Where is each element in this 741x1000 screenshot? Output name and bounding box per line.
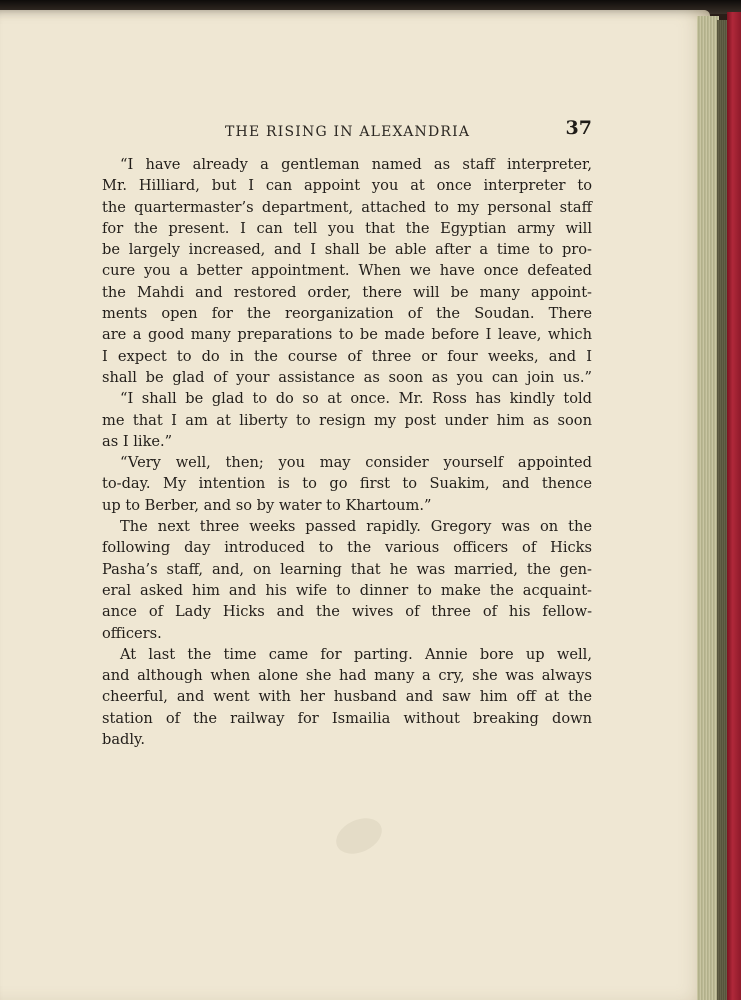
text-line: the Mahdi and restored order, there will be many appoint- [102, 283, 592, 301]
text-line: ments open for the reorganization of the Soudan. There [102, 305, 592, 323]
text-line: are a good many preparations to be made before I leave, which [102, 326, 592, 344]
text-line: “I have already a gentleman named as staff interpreter, [120, 156, 592, 173]
text-line: for the present. I can tell you that the Egyptian army will [102, 219, 592, 237]
text-line: I expect to do in the course of three or four weeks, and I [102, 347, 592, 365]
text-line: officers. [102, 624, 162, 642]
text-line: “Very well, then; you may consider yourself appointed [120, 454, 592, 472]
running-head: THE RISING IN ALEXANDRIA [225, 124, 471, 140]
book-page [0, 10, 710, 1000]
text-line: up to Berber, and so by water to Khartoum.” [102, 496, 432, 514]
text-line: as I like.” [102, 432, 173, 450]
text-line: cheerful, and went with her husband and saw him off at the [102, 688, 592, 706]
text-line: to-day. My intention is to go first to Suakim, and thence [102, 475, 592, 493]
text-line: eral asked him and his wife to dinner to make the acquaint- [102, 581, 592, 599]
text-line: me that I am at liberty to resign my post under him as soon [102, 411, 592, 429]
text-line: Mr. Hilliard, but I can appoint you at once interpreter to [102, 177, 592, 195]
text-line: ance of Lady Hicks and the wives of three of his fellow- [102, 603, 592, 621]
text-line: cure you a better appointment. When we have once defeated [102, 262, 592, 280]
page-header [102, 115, 592, 141]
text-line: shall be glad of your assistance as soon as you can join us.” [102, 368, 592, 386]
text-line: the quartermaster’s department, attached to my personal staff [102, 198, 592, 216]
text-line: station of the railway for Ismailia without breaking down [102, 709, 592, 727]
book-cover-edge [727, 12, 741, 1000]
text-line: badly. [102, 731, 145, 749]
page-edges-shadow [717, 20, 727, 1000]
body-text [102, 154, 592, 750]
text-line: “I shall be glad to do so at once. Mr. Ross has kindly told [120, 390, 592, 408]
page-smudge [330, 811, 387, 860]
text-line: and although when alone she had many a cry, she was always [102, 667, 592, 685]
text-line: following day introduced to the various officers of Hicks [102, 539, 592, 557]
text-line: be largely increased, and I shall be able after a time to pro- [102, 241, 592, 259]
text-line: Pasha’s staff, and, on learning that he was married, the gen- [102, 560, 592, 578]
text-line: At last the time came for parting. Annie bore up well, [120, 645, 592, 663]
page-number: 37 [565, 117, 592, 139]
text-line: The next three weeks passed rapidly. Gregory was on the [120, 518, 592, 536]
page-edges [697, 16, 719, 1000]
